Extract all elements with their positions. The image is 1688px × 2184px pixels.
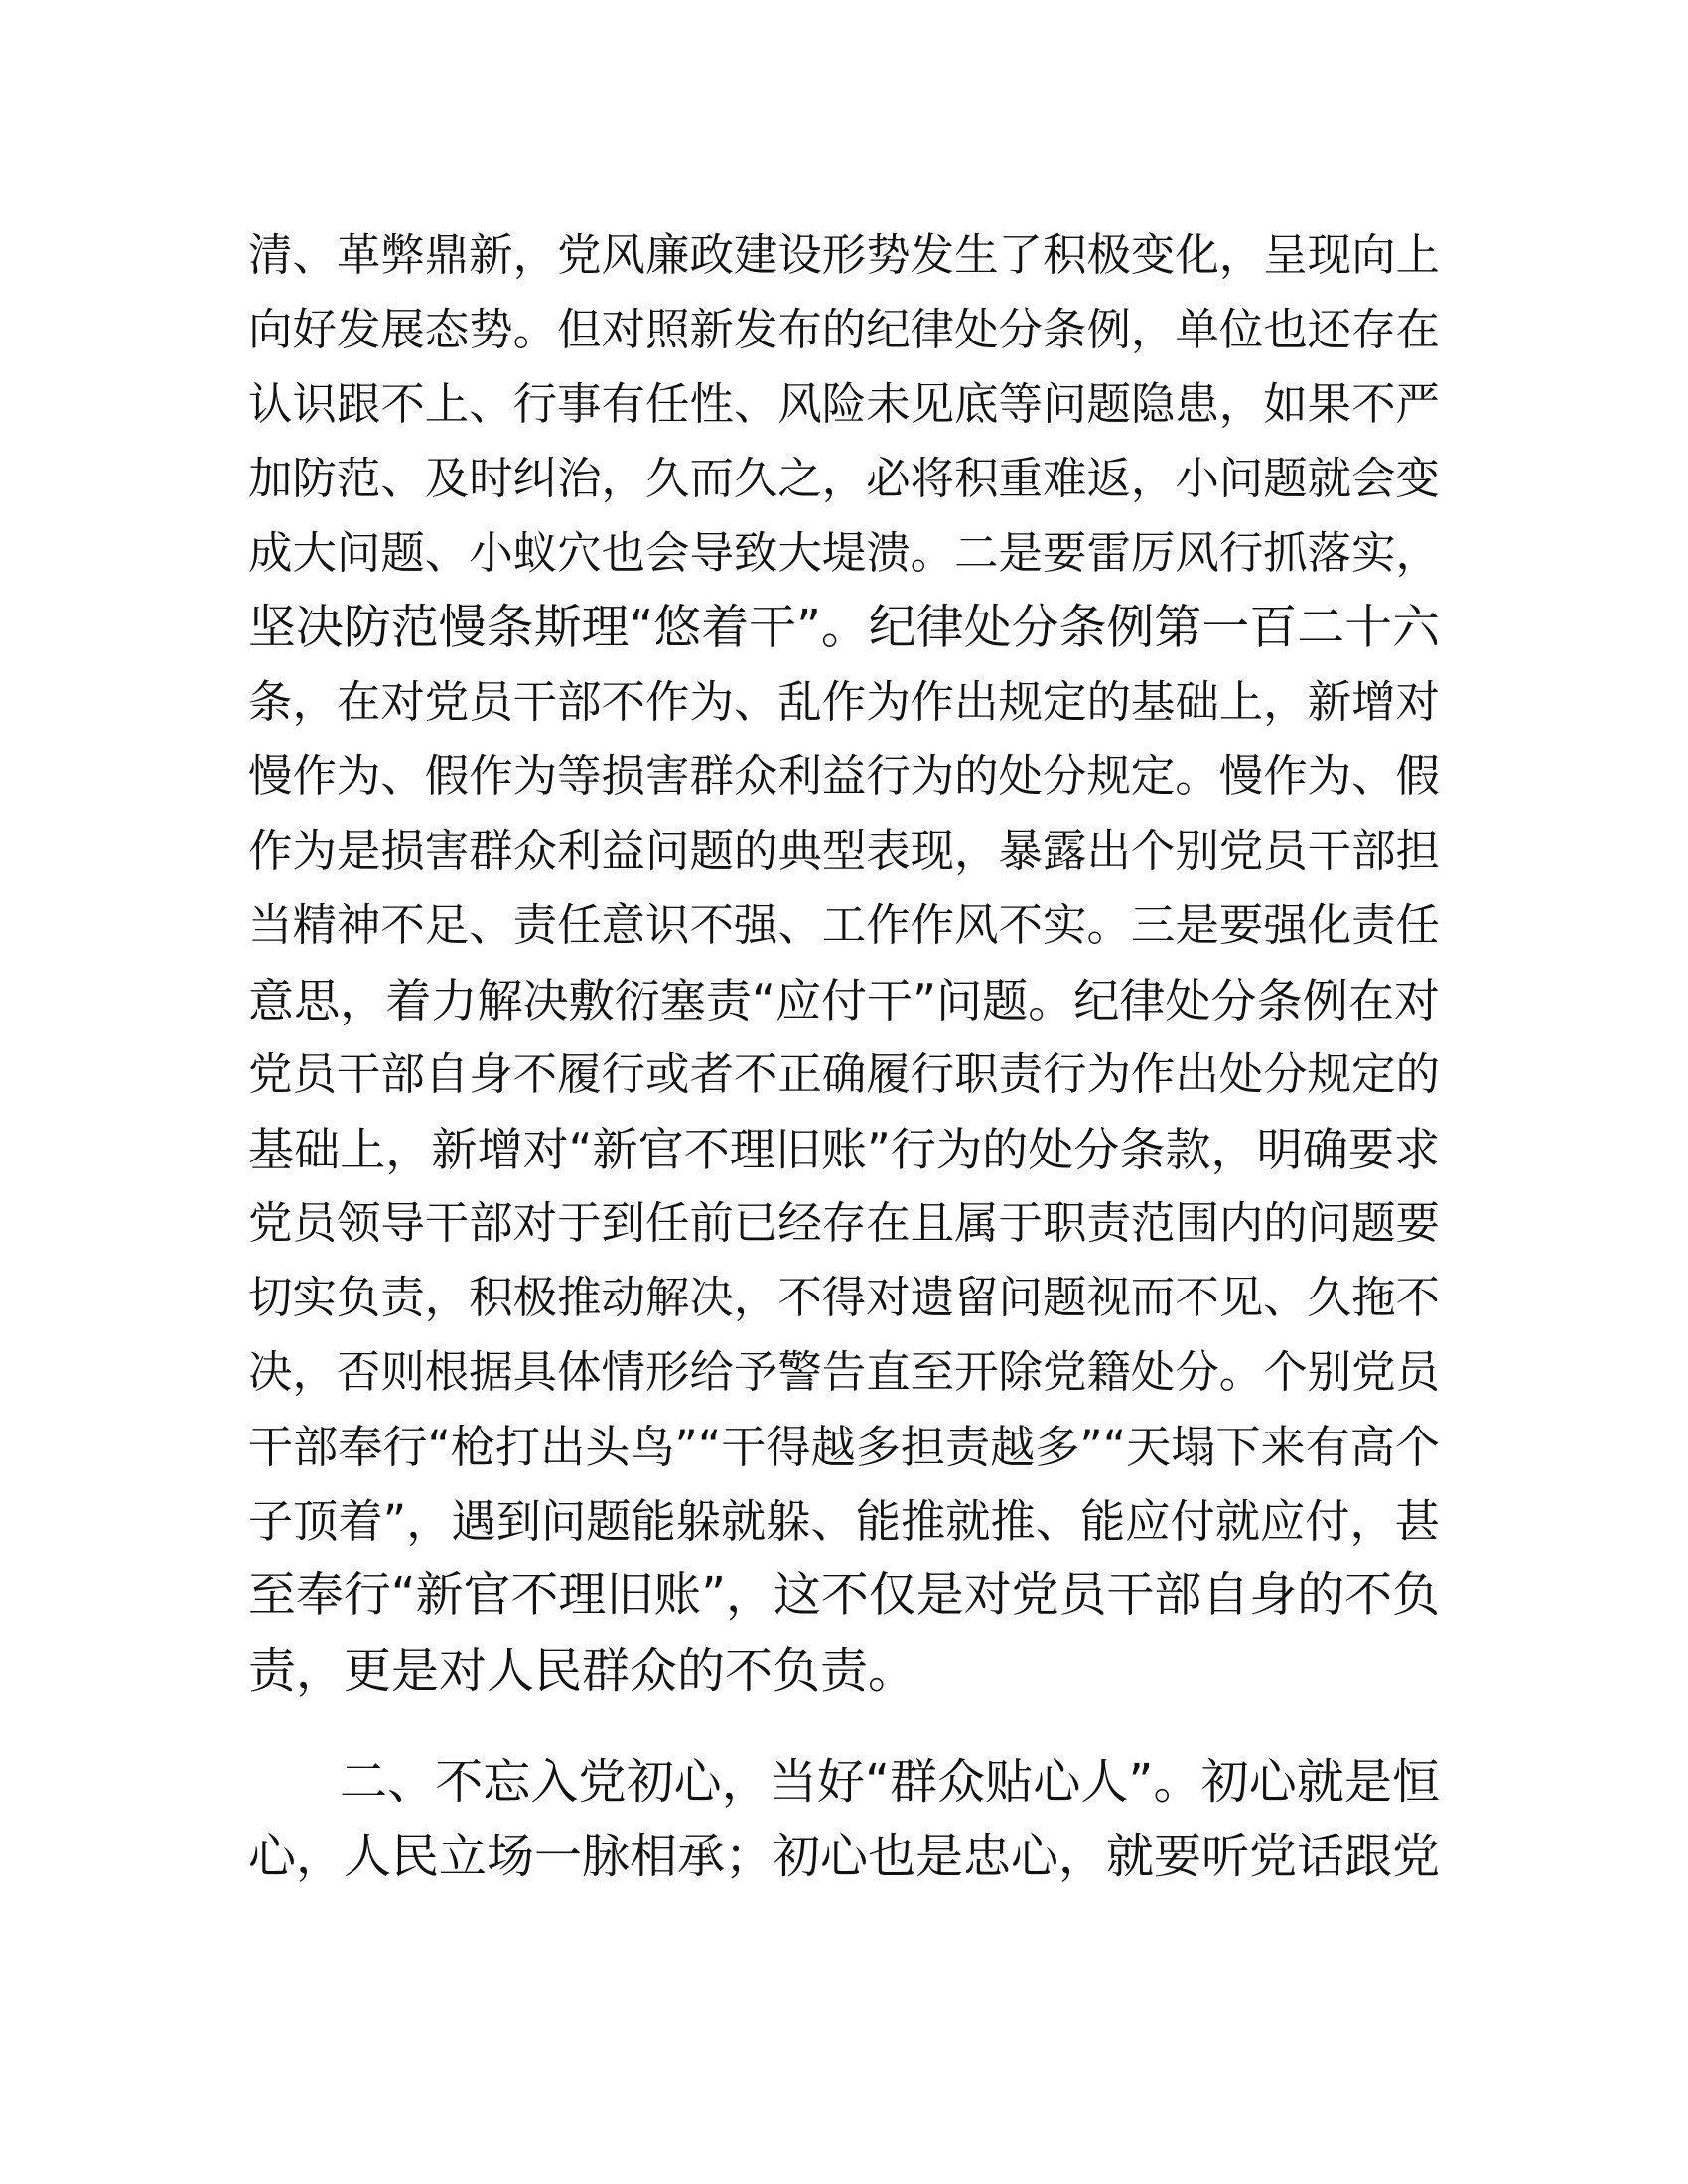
text-line: 认识跟不上、行事有任性、风险未见底等问题隐患，如果不严 <box>248 379 1440 430</box>
text-line: 坚决防范慢条斯理“悠着干”。纪律处分条例第一百二十六 <box>248 601 1440 655</box>
text-line: 基础上，新增对“新官不理旧账”行为的处分条款，明确要求 <box>248 1123 1440 1176</box>
text-line: 条，在对党员干部不作为、乱作为作出规定的基础上，新增对 <box>248 677 1440 728</box>
text-line: 至奉行“新官不理旧账”，这不仅是对党员干部自身的不负 <box>248 1569 1440 1623</box>
text-line: 切实负责，积极推动解决，不得对遗留问题视而不见、久拖不 <box>248 1273 1440 1323</box>
text-line: 当精神不足、责任意识不强、工作作风不实。三是要强化责任 <box>248 900 1440 951</box>
text-line: 慢作为、假作为等损害群众利益行为的处分规定。慢作为、假 <box>248 751 1440 802</box>
text-line: 向好发展态势。但对照新发布的纪律处分条例，单位也还存在 <box>248 305 1440 355</box>
text-line: 党员领导干部对于到任前已经存在且属于职责范围内的问题要 <box>248 1198 1440 1249</box>
text-line: 清、革弊鼎新，党风廉政建设形势发生了积极变化，呈现向上 <box>248 230 1440 281</box>
text-line: 子顶着”，遇到问题能躲就躲、能推就推、能应付就应付，甚 <box>248 1495 1440 1548</box>
text-line: 作为是损害群众利益问题的典型表现，暴露出个别党员干部担 <box>248 826 1440 877</box>
text-line: 心，人民立场一脉相承；初心也是忠心，就要听党话跟党 <box>248 1829 1441 1884</box>
text-line: 二、不忘入党初心，当好“群众贴心人”。初心就是恒 <box>340 1754 1440 1810</box>
text-line: 意思，着力解决敷衍塞责“应付干”问题。纪律处分条例在对 <box>248 974 1440 1027</box>
text-line: 成大问题、小蚁穴也会导致大堤溃。二是要雷厉风行抓落实， <box>248 528 1440 579</box>
text-line: 决，否则根据具体情形给予警告直至开除党籍处分。个别党员 <box>248 1347 1440 1398</box>
text-line: 加防范、及时纠治，久而久之，必将积重难返，小问题就会变 <box>248 454 1440 504</box>
text-line: 党员干部自身不履行或者不正确履行职责行为作出处分规定的 <box>248 1049 1440 1100</box>
text-line: 责，更是对人民群众的不负责。 <box>248 1643 916 1699</box>
text-line: 干部奉行“枪打出头鸟”“干得越多担责越多”“天塌下来有高个 <box>248 1421 1440 1473</box>
